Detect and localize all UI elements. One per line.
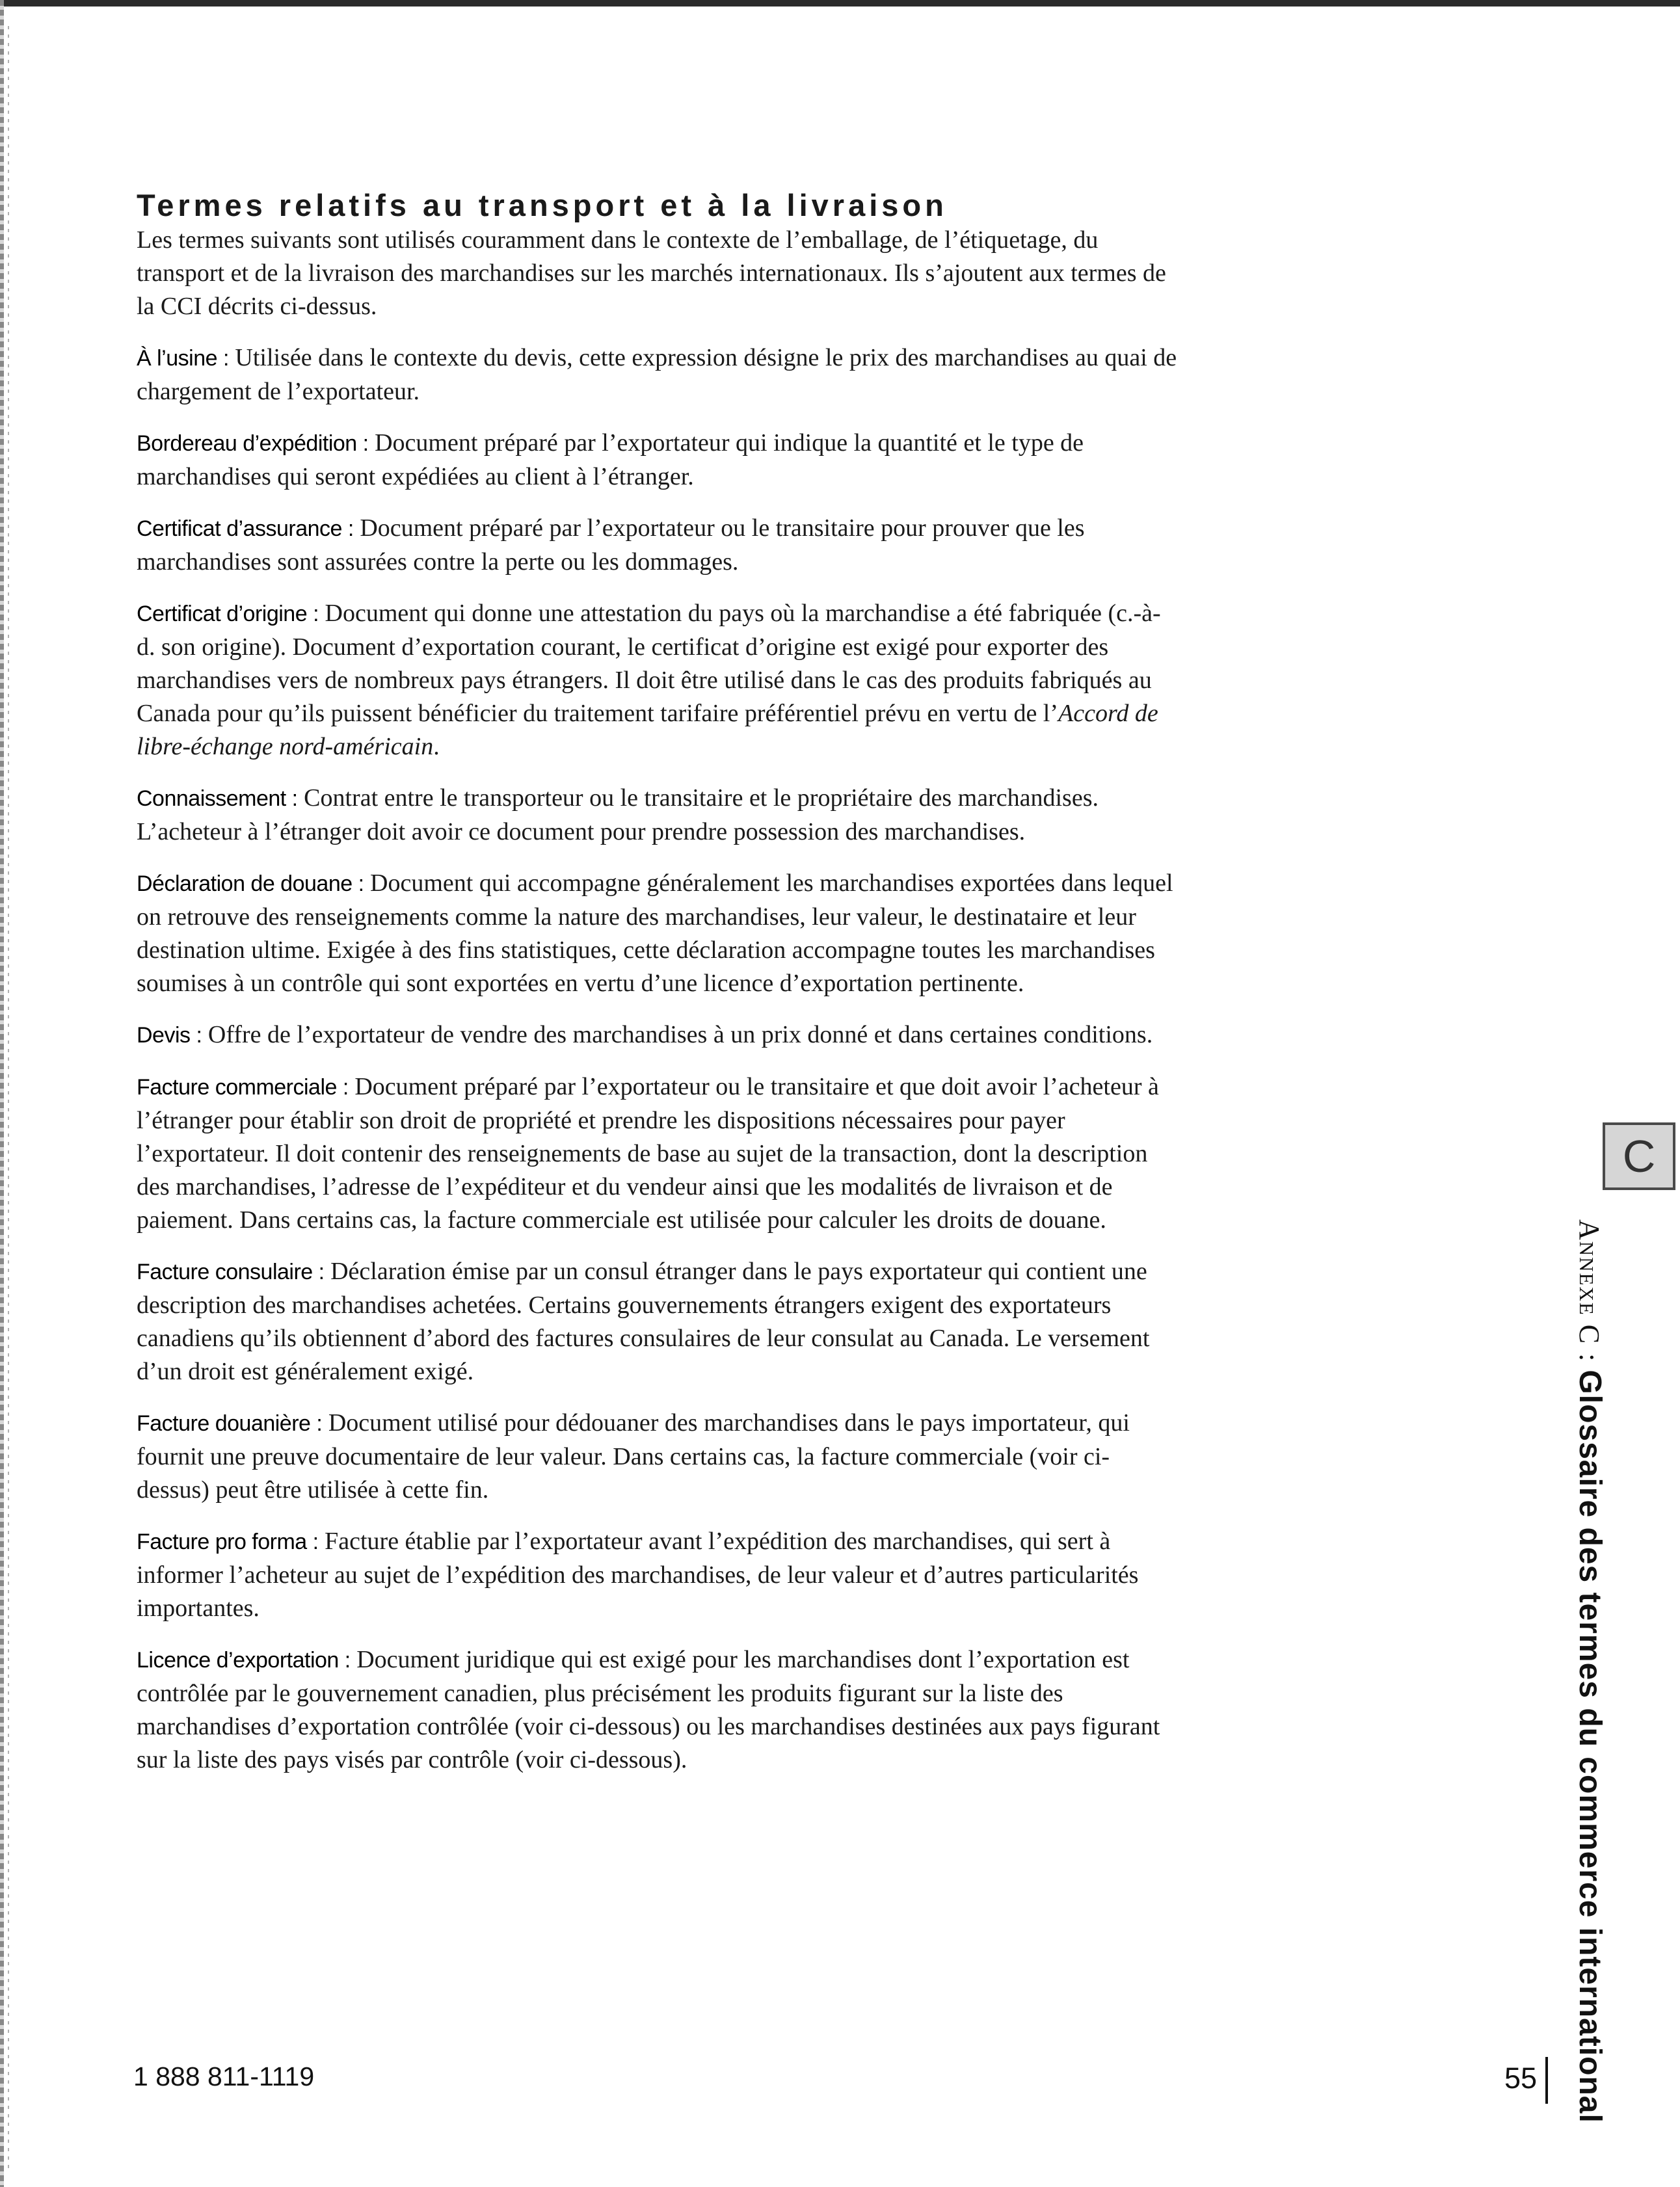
entry-term: Bordereau d’expédition : — [137, 431, 369, 456]
entry-definition: Offre de l’exportateur de vendre des marchandises à un prix donné et dans certaines conditions. — [207, 1021, 1153, 1048]
page-number: 55 — [1504, 2061, 1537, 2095]
entry-italic-title: Accord de libre-échange nord-américain — [137, 700, 1158, 760]
entry-definition: Document qui accompagne généralement les marchandises exportées dans lequel on retrouve des renseignements comme la nature des marchandises, leur valeur, le destinataire et leur destination ultime. Exigée à des fins statistiques, cette déclaration accompagne toutes les marchandises soumises à un contrôle qui sont exportées en vertu d’une licence d’exportation pertinente. — [137, 869, 1173, 997]
entry-term: Déclaration de douane : — [137, 871, 364, 896]
glossary-entry — [137, 341, 1177, 408]
entry-term: Facture consulaire : — [137, 1260, 325, 1284]
annex-tab — [1603, 1122, 1675, 1190]
side-title-main: Glossaire des termes du commerce international — [1573, 1370, 1607, 2123]
entry-definition: Document préparé par l’exportateur ou le transitaire pour prouver que les marchandises sont assurées contre la perte ou les dommages. — [137, 514, 1085, 576]
glossary-entry — [137, 427, 1177, 494]
glossary-entry — [137, 1018, 1177, 1052]
entry-term: Facture pro forma : — [137, 1530, 319, 1554]
page-number-rule — [1545, 2057, 1548, 2104]
entry-definition: Document utilisé pour dédouaner des marchandises dans le pays importateur, qui fournit une preuve documentaire de leur valeur. Dans certains cas, la facture commerciale (voir ci-dessus) peut être utilisée à cette fin. — [137, 1409, 1130, 1504]
glossary-entry — [137, 782, 1177, 849]
entry-definition: Contrat entre le transporteur ou le transitaire et le propriétaire des marchandises. L’acheteur à l’étranger doit avoir ce document pour prendre possession des marchandises. — [137, 784, 1099, 845]
glossary-entry — [137, 1255, 1177, 1388]
binding-edge-dots — [8, 26, 9, 2172]
binding-edge — [0, 0, 4, 2187]
entry-term: À l’usine : — [137, 346, 229, 371]
entry-term: Connaissement : — [137, 786, 298, 811]
entry-definition: Utilisée dans le contexte du devis, cette expression désigne le prix des marchandises au quai de chargement de l’exportateur. — [137, 344, 1177, 405]
glossary-entry — [137, 867, 1177, 1000]
section-intro: Les termes suivants sont utilisés couramment dans le contexte de l’emballage, de l’étiquetage, du transport et de la livraison des marchandises sur les marchés internationaux. Ils s’ajoutent aux termes de la CCI décrits ci-dessus. — [137, 226, 1166, 320]
entry-definition: Document juridique qui est exigé pour les marchandises dont l’exportation est contrôlée par le gouvernement canadien, plus précisément les produits figurant sur la liste des marchandises d’exportation contrôlée (voir ci-dessous) ou les marchandises destinées aux pays figurant sur la liste des pays visés par contrôle (voir ci-dessous). — [137, 1646, 1160, 1773]
top-border — [0, 0, 1680, 7]
glossary-entry — [137, 1407, 1177, 1507]
entry-definition: Document préparé par l’exportateur qui indique la quantité et le type de marchandises qui seront expédiées au client à l’étranger. — [137, 429, 1084, 490]
entry-term: Certificat d’origine : — [137, 602, 319, 626]
glossary-entry — [137, 512, 1177, 579]
entry-definition: Déclaration émise par un consul étranger dans le pays exportateur qui contient une description des marchandises achetées. Certains gouvernements étrangers exigent des exportateurs canadiens qu’ils obtiennent d’abord des factures consulaires de leur consulat au Canada. Le versement d’un droit est généralement exigé. — [137, 1258, 1150, 1385]
entry-term: Devis : — [137, 1023, 202, 1048]
annex-letter: C — [1622, 1131, 1656, 1182]
entry-term: Facture commerciale : — [137, 1075, 349, 1100]
entry-term: Licence d’exportation : — [137, 1648, 351, 1673]
section-title: Termes relatifs au transport et à la livraison — [137, 188, 948, 222]
entry-term: Certificat d’assurance : — [137, 516, 354, 541]
entry-definition: Document préparé par l’exportateur ou le transitaire et que doit avoir l’acheteur à l’étranger pour établir son droit de propriété et prendre les dispositions nécessaires pour payer l’exportateur. Il doit contenir des renseignements de base au sujet de la transaction, dont la description des marchandises, l’adresse de l’expéditeur et du vendeur ainsi que les modalités de livraison et de paiement. Dans certains cas, la facture commerciale est utilisée pour calculer les droits de douane. — [137, 1073, 1159, 1234]
footer-phone: 1 888 811-1119 — [133, 2061, 315, 2091]
side-title-prefix: Annexe C : — [1573, 1219, 1605, 1363]
glossary-section — [137, 187, 1177, 1795]
glossary-entry — [137, 1643, 1177, 1777]
glossary-entry — [137, 1525, 1177, 1625]
glossary-entry — [137, 597, 1177, 763]
entry-definition: Facture établie par l’exportateur avant l’expédition des marchandises, qui sert à informer l’acheteur au sujet de l’expédition des marchandises, de leur valeur et d’autres particularités importantes. — [137, 1528, 1139, 1622]
entry-definition: Document qui donne une attestation du pays où la marchandise a été fabriquée (c.-à-d. son origine). Document d’exportation courant, le certificat d’origine est exigé pour exporter des marchandises vers de nombreux pays étrangers. Il doit être utilisé dans le cas des produits fabriqués au Canada pour qu’ils puissent bénéficier du traitement tarifaire préférentiel prévu en vertu de l’ — [137, 600, 1161, 727]
running-side-title — [1570, 1219, 1609, 2123]
entry-tail: . — [433, 733, 440, 760]
glossary-entry — [137, 1070, 1177, 1237]
entry-term: Facture douanière : — [137, 1411, 323, 1436]
